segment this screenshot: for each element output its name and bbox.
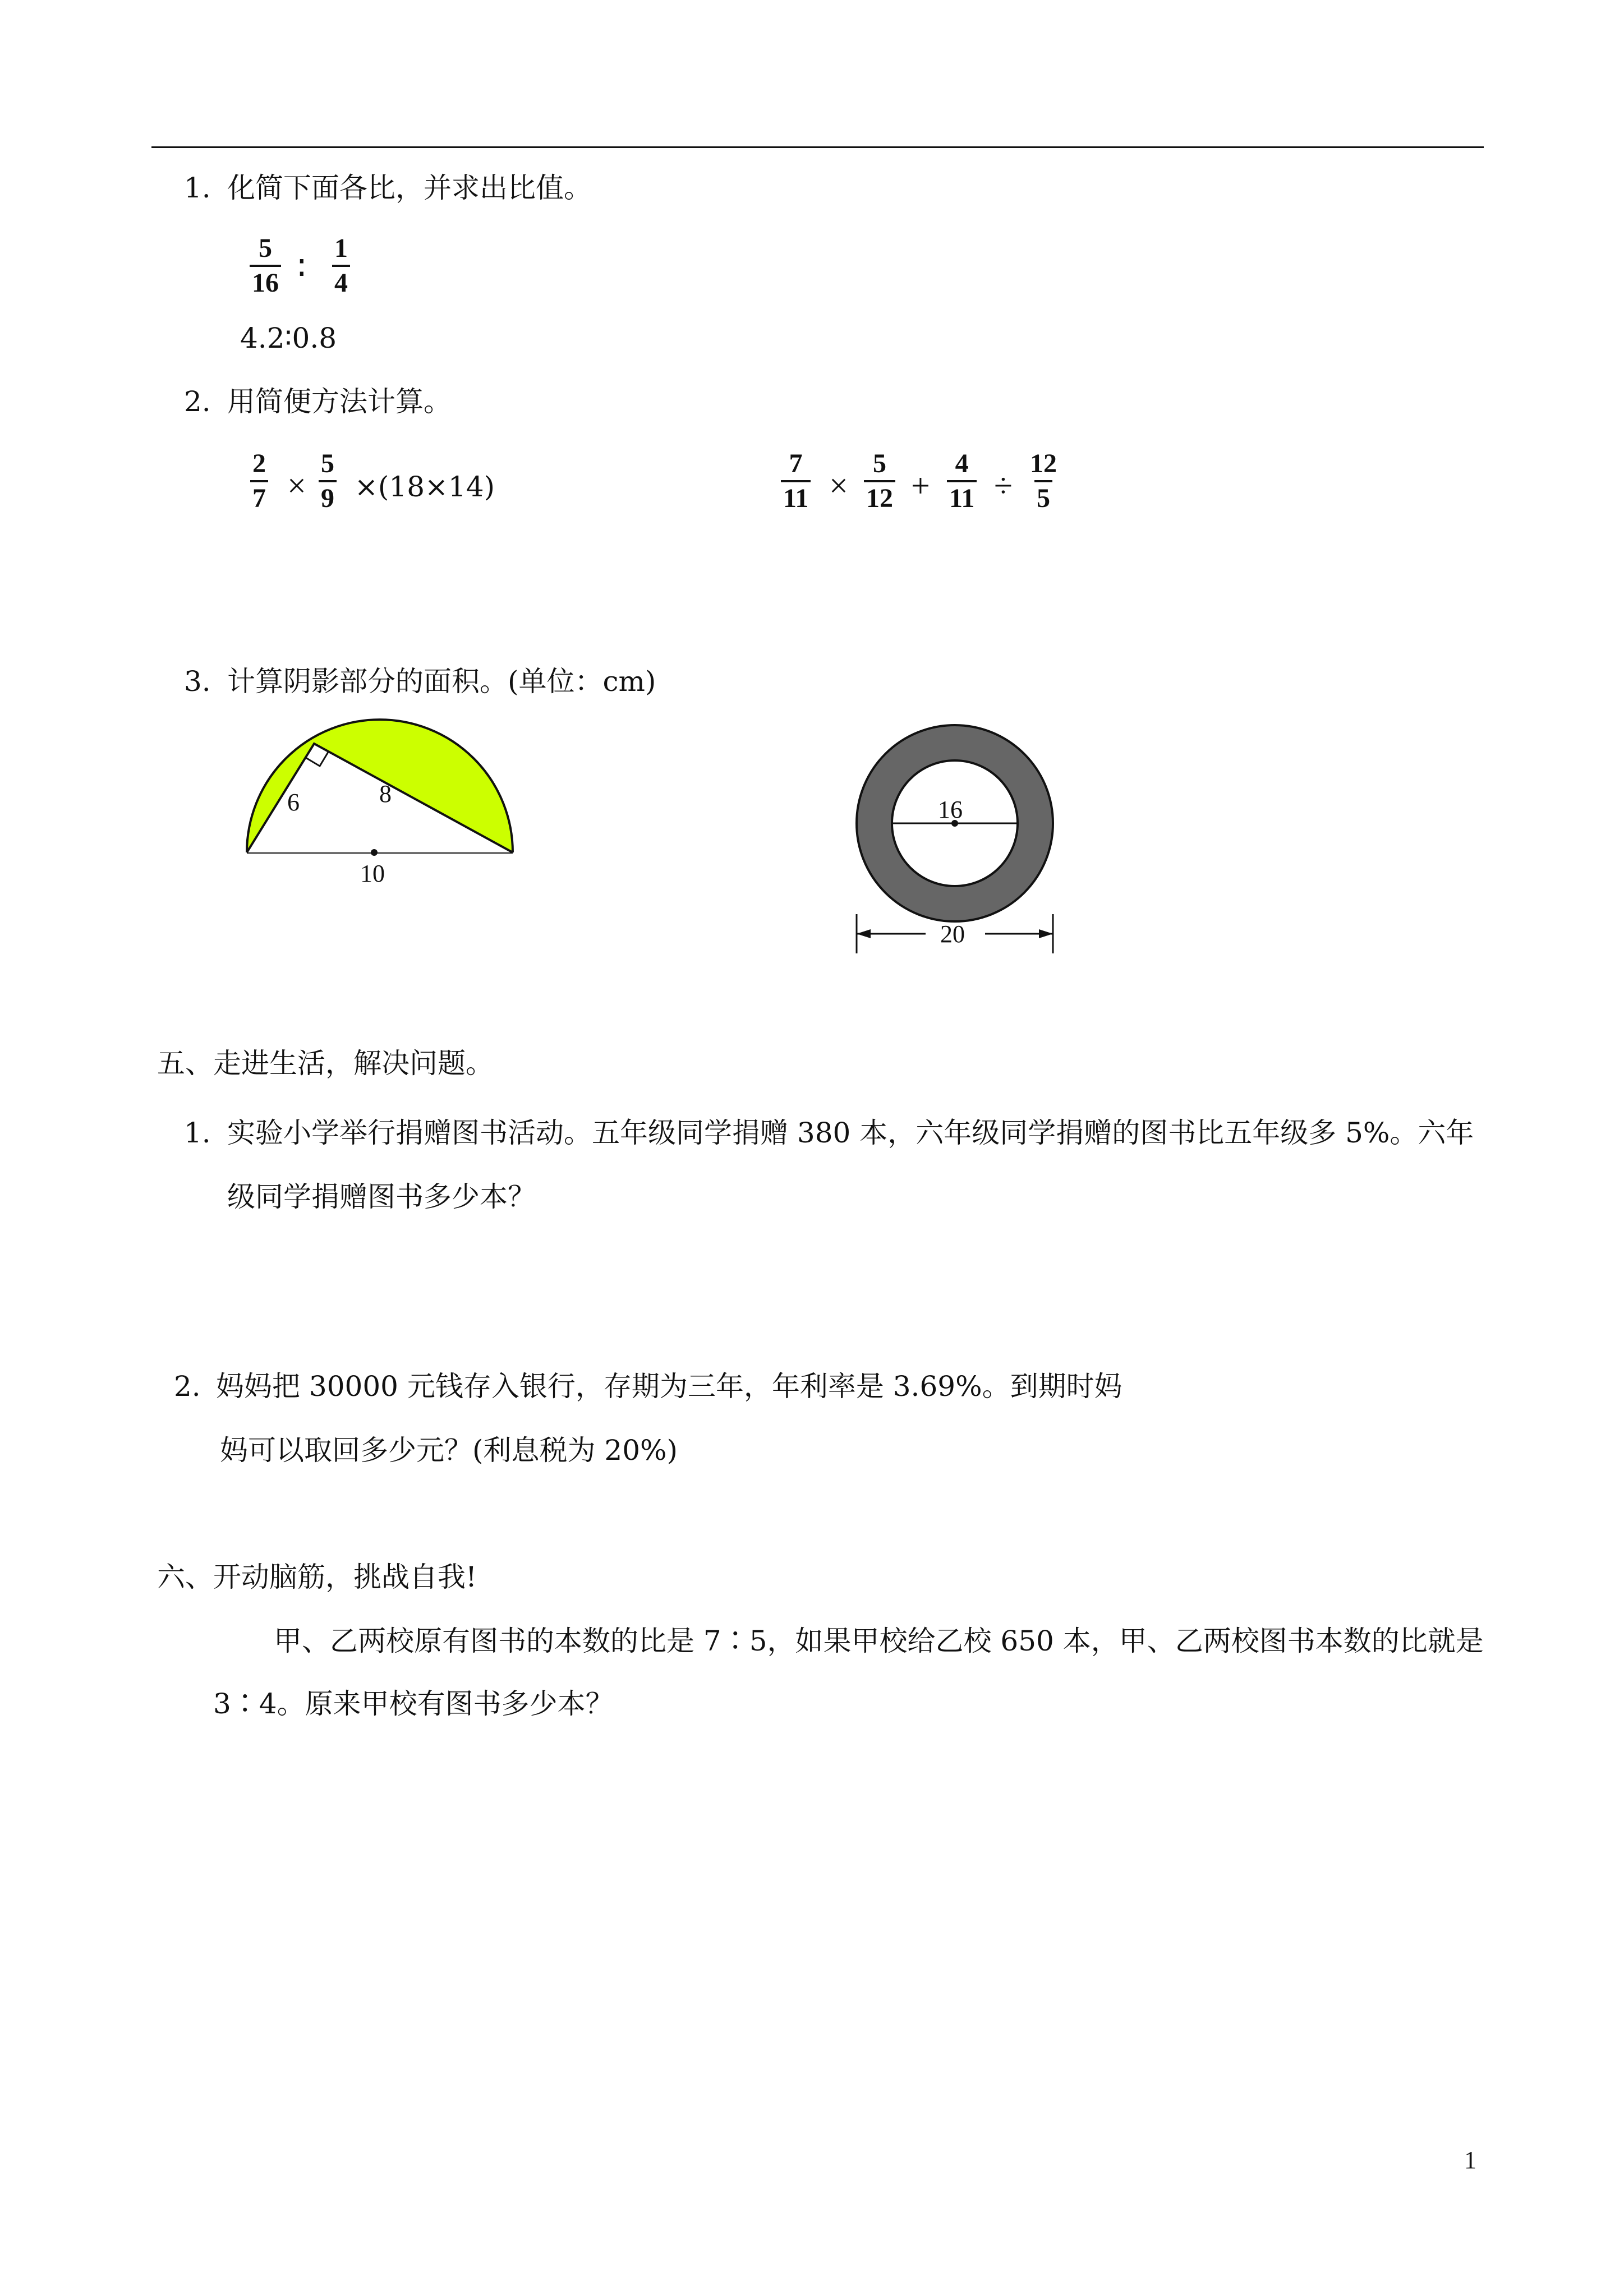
inner-diameter-label: 16 <box>938 796 963 823</box>
header-rule <box>151 146 1484 148</box>
q3-text: 计算阴影部分的面积。(单位：cm) <box>227 665 656 698</box>
page-number: 1 <box>1464 2146 1476 2174</box>
question-text: 3∶4。原来甲校有图书多少本？ <box>213 1688 614 1720</box>
fraction: $\frac{12}{5}$ <box>1030 449 1057 513</box>
fraction: $\frac{2}{7}$ <box>250 450 268 513</box>
ratio-expression: 4.2∶0.8 <box>240 322 337 354</box>
outer-diameter-label: 20 <box>940 920 965 948</box>
divide-sign: ÷ <box>994 467 1013 504</box>
fraction: $\frac{7}{11}$ <box>781 450 811 513</box>
plus-sign: + <box>911 467 930 504</box>
section-heading: 六、开动脑筋，挑战自我! <box>157 1561 477 1593</box>
center-point <box>371 849 378 856</box>
times-sign: × <box>287 467 306 504</box>
leg-label: 6 <box>287 789 300 816</box>
leg-label: 8 <box>379 780 392 808</box>
ratio-colon: ∶ <box>297 250 306 287</box>
q2-number: 2. <box>184 385 211 418</box>
question-text: 妈妈把 30000 元钱存入银行，存期为三年，年利率是 3.69%。到期时妈 <box>216 1370 1122 1403</box>
ring-figure <box>841 712 1077 970</box>
fraction: $\frac{5}{16}$ <box>250 234 281 297</box>
q1-number: 1. <box>184 172 211 204</box>
fraction: $\frac{5}{9}$ <box>319 450 337 513</box>
q1-text: 化简下面各比，并求出比值。 <box>227 172 592 204</box>
fraction: $\frac{5}{12}$ <box>864 450 895 513</box>
question-text: 甲、乙两校原有图书的本数的比是 7∶5，如果甲校给乙校 650 本，甲、乙两校图书本数的比就是 <box>274 1625 1484 1657</box>
fraction: $\frac{4}{11}$ <box>947 450 977 513</box>
fraction: $\frac{1}{4}$ <box>332 234 350 297</box>
expression-tail: ×(18×14) <box>355 471 495 503</box>
question-text: 实验小学举行捐赠图书活动。五年级同学捐赠 380 本，六年级同学捐赠的图书比五年级多 5%。六年 <box>227 1117 1474 1149</box>
q3-number: 3. <box>184 665 211 698</box>
section-heading: 五、走进生活，解决问题。 <box>157 1047 494 1080</box>
q2-text: 用简便方法计算。 <box>227 385 452 418</box>
arrow-right-icon <box>1039 929 1053 938</box>
question-number: 1. <box>184 1117 211 1149</box>
question-text: 妈可以取回多少元？(利息税为 20%) <box>220 1434 678 1467</box>
times-sign: × <box>829 467 848 504</box>
question-text: 级同学捐赠图书多少本？ <box>227 1181 536 1213</box>
question-number: 2. <box>174 1370 201 1403</box>
arrow-left-icon <box>857 929 871 938</box>
semicircle-figure <box>224 707 539 909</box>
diameter-label: 10 <box>360 860 385 887</box>
